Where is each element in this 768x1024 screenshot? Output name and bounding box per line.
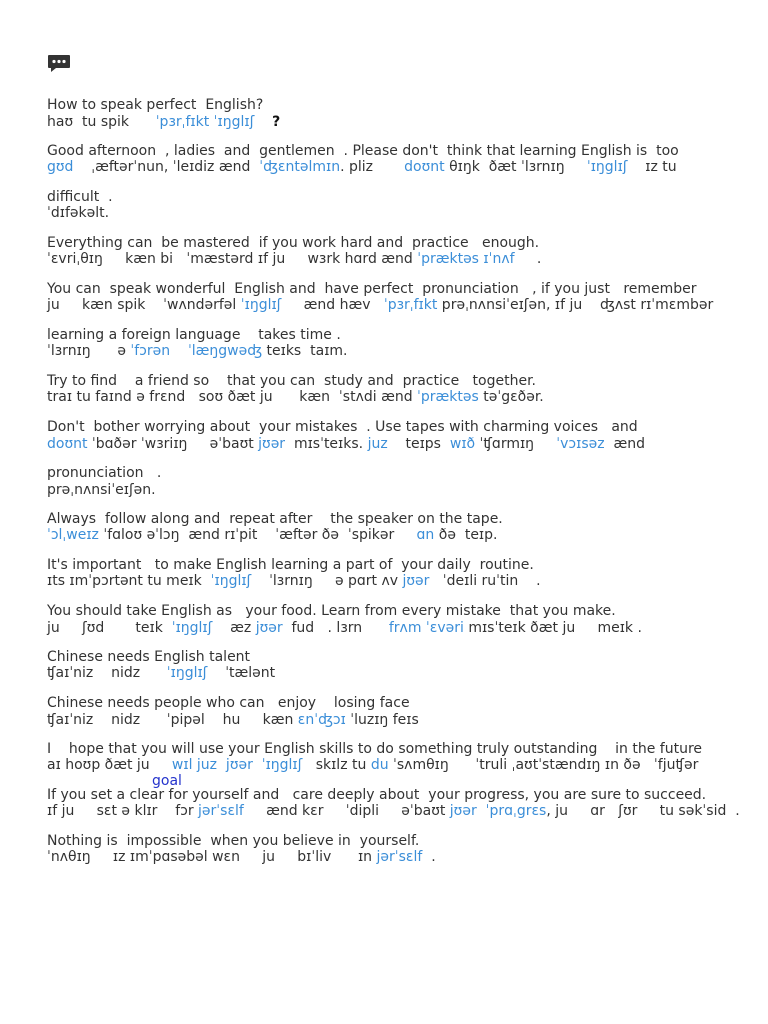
ipa-highlight: jʊər xyxy=(449,803,477,819)
ipa-highlight: wɪð xyxy=(449,436,476,452)
ipa-text: ʧaɪˈniz nidz ˈpipəl hu kæn xyxy=(47,712,298,728)
ipa-text: teɪks taɪm. xyxy=(262,343,348,359)
ipa-transcription xyxy=(47,343,347,360)
ipa-text: ˈdɪfəkəlt. xyxy=(47,205,110,221)
ipa-text: ˈʧɑrmɪŋ xyxy=(475,436,557,452)
ipa-text: aɪ hoʊp ðæt ju xyxy=(47,757,172,773)
ipa-text: ˈnʌθɪŋ ɪz ɪmˈpɑsəbəl wɛn ju bɪˈliv ɪn xyxy=(47,849,377,865)
ipa-transcription xyxy=(47,527,497,544)
ipa-text: æz xyxy=(212,620,256,636)
english-sentence: Try to find a friend so that you can study and practice together. xyxy=(47,373,536,389)
ipa-highlight: ɛnˈʤɔɪ xyxy=(297,712,346,728)
english-sentence: Everything can be mastered if you work hard and practice enough. xyxy=(47,235,540,251)
ipa-transcription xyxy=(47,849,436,866)
ipa-transcription xyxy=(47,251,541,268)
ipa-text: skɪlz tu xyxy=(302,757,371,773)
ipa-text: ˈsʌmθɪŋ ˈtruli ˌaʊtˈstændɪŋ ɪn ðə ˈfjuʧər xyxy=(388,757,699,773)
english-sentence: Don't bother worrying about your mistakes . Use tapes with charming voices and xyxy=(47,419,638,435)
ipa-text: ˈluzɪŋ feɪs xyxy=(345,712,419,728)
ipa-text: , ju ɑr ʃʊr tu səkˈsid . xyxy=(546,803,740,819)
english-sentence: I hope that you will use your English skills to do something truly outstanding in the future xyxy=(47,741,703,757)
ipa-text: ænd xyxy=(604,436,646,452)
ipa-text: ˌæftərˈnun, ˈleɪdiz ænd xyxy=(73,159,260,175)
ipa-text: fud . lɜrn xyxy=(282,620,389,636)
english-sentence: difficult . xyxy=(47,189,113,205)
ipa-highlight: ɑn xyxy=(416,527,435,543)
ipa-text: mɪsˈteɪk ðæt ju meɪk . xyxy=(463,620,642,636)
english-sentence: Good afternoon , ladies and gentlemen . Please don't think that learning English is too xyxy=(47,143,679,159)
ipa-text: ænd kɛr ˈdipli əˈbaʊt xyxy=(243,803,450,819)
ipa-transcription xyxy=(47,389,544,406)
ipa-transcription xyxy=(47,436,645,453)
ipa-text: θɪŋk ðæt ˈlɜrnɪŋ xyxy=(444,159,587,175)
ipa-text xyxy=(477,803,486,819)
ipa-highlight: ˈpræktəs xyxy=(417,389,479,405)
ipa-transcription xyxy=(47,712,419,729)
ipa-text: ˈlɜrnɪŋ ə xyxy=(47,343,131,359)
ipa-highlight: frʌm xyxy=(388,620,422,636)
english-sentence: Chinese needs English talent xyxy=(47,649,251,665)
english-sentence: You can speak wonderful English and have perfect pronunciation , if you just remember xyxy=(47,281,697,297)
ipa-highlight: ˈɪŋglɪʃ xyxy=(171,620,213,636)
ipa-highlight: jərˈsɛlf xyxy=(376,849,423,865)
ipa-text: prəˌnʌnsiˈeɪʃən. xyxy=(47,482,156,498)
ipa-highlight: ˈʤɛntəlmɪn xyxy=(259,159,341,175)
ipa-highlight: ˈɪŋglɪʃ xyxy=(166,665,208,681)
ipa-text: ɪf ju sɛt ə klɪr fɔr xyxy=(47,803,199,819)
ipa-text: . pliz xyxy=(340,159,405,175)
ipa-highlight: ˈɪŋglɪʃ xyxy=(240,297,282,313)
ipa-text: ˈlɜrnɪŋ ə pɑrt ʌv xyxy=(251,573,403,589)
ipa-highlight: jərˈsɛlf xyxy=(198,803,244,819)
ipa-text: ju kæn spik ˈwʌndərfəl xyxy=(47,297,241,313)
ipa-highlight: doʊnt xyxy=(47,436,88,452)
ipa-transcription xyxy=(47,205,109,222)
ipa-text: ˈbɑðər ˈwɜriɪŋ əˈbaʊt xyxy=(87,436,259,452)
ipa-transcription xyxy=(47,482,156,499)
ipa-text: ˈfɑloʊ əˈlɔŋ ænd rɪˈpit ˈæftər ðə ˈspikər xyxy=(98,527,417,543)
ipa-transcription xyxy=(47,803,740,820)
ipa-text: ʧaɪˈniz nidz xyxy=(47,665,167,681)
ipa-transcription xyxy=(47,573,541,590)
ipa-transcription xyxy=(47,297,713,314)
comment-icon[interactable] xyxy=(47,54,71,74)
ipa-highlight: ˈlæŋgwəʤ xyxy=(187,343,263,359)
english-sentence: Chinese needs people who can enjoy losing face xyxy=(47,695,410,711)
ipa-highlight: doʊnt xyxy=(404,159,445,175)
ipa-text xyxy=(170,343,188,359)
ipa-highlight: ˈvɔɪsəz xyxy=(556,436,605,452)
ipa-text: mɪsˈteɪks. xyxy=(285,436,368,452)
ipa-highlight: ˈɪŋglɪʃ xyxy=(210,573,252,589)
english-sentence: pronunciation . xyxy=(47,465,162,481)
ipa-text: ˈtælənt xyxy=(207,665,276,681)
ipa-highlight: ˈprɑˌgrɛs xyxy=(485,803,547,819)
goal-annotation: goal xyxy=(152,773,182,789)
ipa-highlight: ˈɪŋglɪʃ xyxy=(586,159,628,175)
ipa-text: traɪ tu faɪnd ə frɛnd soʊ ðæt ju kæn ˈstʌdi ænd xyxy=(47,389,418,405)
ipa-transcription xyxy=(47,620,642,637)
ipa-text: . xyxy=(422,849,436,865)
ipa-highlight: ˈɛvəri xyxy=(425,620,464,636)
ipa-text: prəˌnʌnsiˈeɪʃən, ɪf ju ʤʌst rɪˈmɛmbər xyxy=(437,297,714,313)
english-sentence: How to speak perfect English? xyxy=(47,97,264,113)
ipa-text xyxy=(254,114,272,130)
ipa-transcription xyxy=(47,757,698,774)
ipa-highlight: jʊər xyxy=(255,620,283,636)
ipa-text: haʊ tu spik xyxy=(47,114,156,130)
ipa-text: teɪps xyxy=(387,436,450,452)
english-sentence: You should take English as your food. Learn from every mistake that you make. xyxy=(47,603,616,619)
ipa-text: ˈdeɪli ruˈtin . xyxy=(429,573,541,589)
english-sentence: learning a foreign language takes time . xyxy=(47,327,341,343)
ipa-highlight: ˈɔlˌweɪz xyxy=(47,527,99,543)
ipa-text: ju ʃʊd teɪk xyxy=(47,620,172,636)
ipa-text: ɪts ɪmˈpɔrtənt tu meɪk xyxy=(47,573,211,589)
ipa-text: təˈgɛðər. xyxy=(478,389,544,405)
ipa-text: ˈɛvriˌθɪŋ kæn bi ˈmæstərd ɪf ju wɜrk hɑrd ænd xyxy=(47,251,418,267)
ipa-highlight: ˈpræktəs ɪˈnʌf xyxy=(417,251,515,267)
english-sentence: Always follow along and repeat after the speaker on the tape. xyxy=(47,511,503,527)
ipa-transcription xyxy=(47,114,280,131)
ipa-highlight: jʊər xyxy=(402,573,430,589)
ipa-text: . xyxy=(514,251,542,267)
ipa-highlight: jʊər xyxy=(258,436,286,452)
ipa-highlight: ˈfɔrən xyxy=(130,343,171,359)
ipa-highlight: gʊd xyxy=(47,159,74,175)
ipa-highlight: juz xyxy=(367,436,388,452)
ipa-text: ðə teɪp. xyxy=(434,527,498,543)
ipa-highlight: wɪl juz jʊər ˈɪŋglɪʃ xyxy=(171,757,303,773)
ipa-transcription xyxy=(47,159,677,176)
ipa-text: ænd hæv xyxy=(281,297,384,313)
english-sentence: If you set a clear for yourself and care deeply about your progress, you are sure to succeed. xyxy=(47,787,707,803)
ipa-transcription xyxy=(47,665,275,682)
ipa-highlight: ˈpɜrˌfɪkt xyxy=(383,297,438,313)
ipa-highlight: ˈpɜrˌfɪkt ˈɪŋglɪʃ xyxy=(155,114,255,130)
ipa-text: ɪz tu xyxy=(627,159,677,175)
ipa-text: ? xyxy=(272,114,281,130)
ipa-highlight: du xyxy=(370,757,389,773)
english-sentence: Nothing is impossible when you believe in yourself. xyxy=(47,833,420,849)
english-sentence: It's important to make English learning a part of your daily routine. xyxy=(47,557,534,573)
